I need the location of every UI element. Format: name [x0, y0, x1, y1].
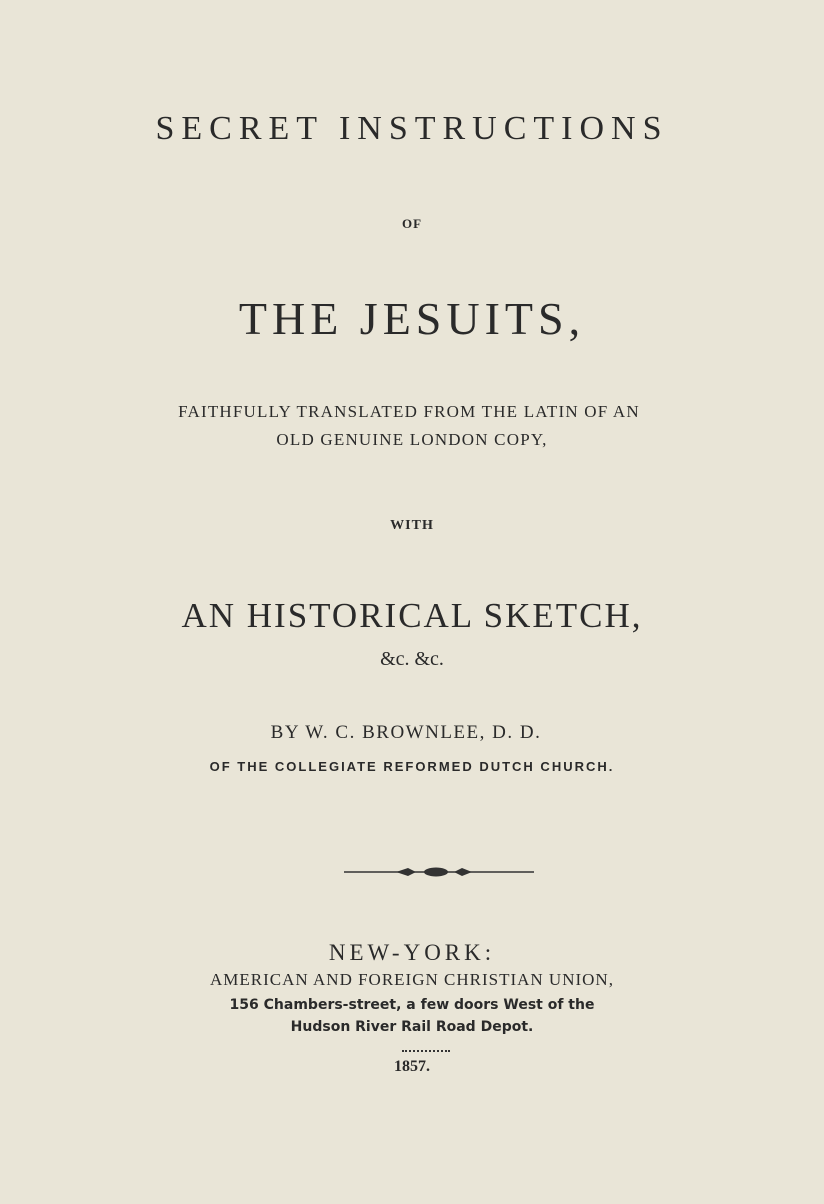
- imprint-city: NEW-YORK:: [328, 940, 496, 965]
- with-text: WITH: [390, 518, 434, 533]
- title-of: OF: [401, 216, 423, 231]
- dotted-rule: [402, 1050, 450, 1052]
- address-line-2: Hudson River Rail Road Depot.: [290, 1019, 534, 1035]
- subtitle-line-2: OLD GENUINE LONDON COPY,: [276, 430, 548, 449]
- author-affiliation: OF THE COLLEGIATE REFORMED DUTCH CHURCH.: [209, 759, 615, 774]
- etc-text: &c. &c.: [380, 648, 444, 670]
- publication-year: 1857.: [394, 1058, 430, 1075]
- author: BY W. C. BROWNLEE, D. D.: [270, 722, 542, 743]
- ornament-divider: [344, 864, 534, 880]
- historical-sketch: AN HISTORICAL SKETCH,: [181, 596, 643, 635]
- address-line-1: 156 Chambers-street, a few doors West of the: [229, 997, 595, 1013]
- title-line-1: SECRET INSTRUCTIONS: [155, 110, 669, 147]
- subtitle-line-1: FAITHFULLY TRANSLATED FROM THE LATIN OF AN: [178, 402, 640, 421]
- publisher: AMERICAN AND FOREIGN CHRISTIAN UNION,: [210, 970, 614, 989]
- title-line-2: THE JESUITS,: [238, 293, 586, 344]
